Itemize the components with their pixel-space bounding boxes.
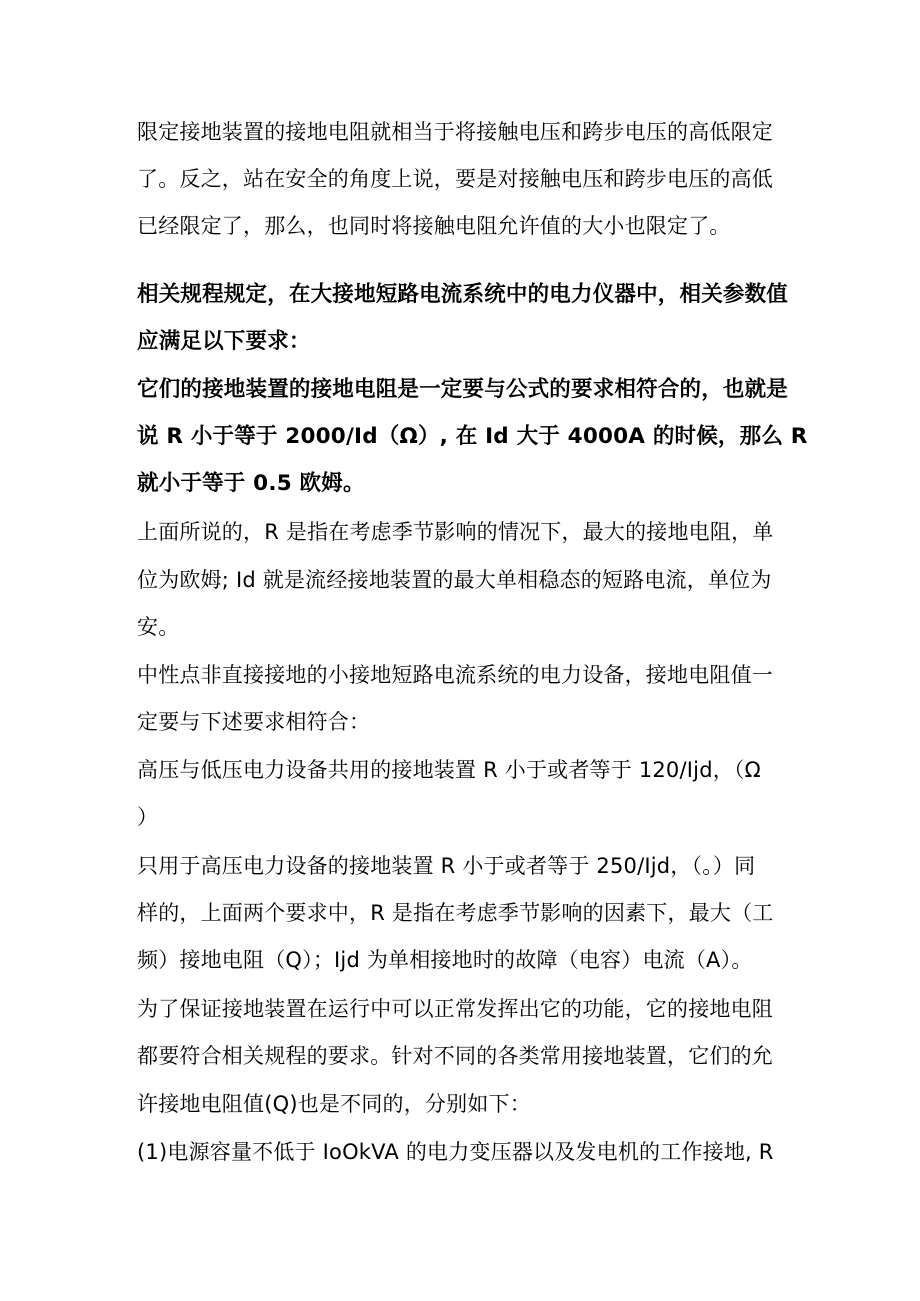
paragraph-line-4: 上面所说的，R 是指在考虑季节影响的情况下，最大的接地电阻，单 [137,520,774,544]
bold-paragraph-line-4: 说 R 小于等于 2000/Id（Ω）, 在 Id 大于 4000A 的时候，那么 R [137,424,808,449]
paragraph-line-10: ） [137,805,159,829]
paragraph-line-5: 位为欧姆; Id 就是流经接地装置的最大单相稳态的短路电流，单位为 [137,568,772,592]
paragraph-line-14: 为了保证接地装置在运行中可以正常发挥出它的功能，它的接地电阻 [137,997,773,1021]
paragraph-line-8: 定要与下述要求相符合： [137,710,371,734]
bold-paragraph-line-1: 相关规程规定，在大接地短路电流系统中的电力仪器中，相关参数值 [137,282,789,307]
paragraph-line-15: 都要符合相关规程的要求。针对不同的各类常用接地装置，它们的允 [137,1044,773,1068]
bold-paragraph-line-2: 应满足以下要求： [137,329,311,354]
paragraph-line-7: 中性点非直接接地的小接地短路电流系统的电力设备，接地电阻值一 [137,663,773,687]
paragraph-line-1: 限定接地装置的接地电阻就相当于将接触电压和跨步电压的高低限定 [137,120,773,144]
paragraph-line-12: 样的，上面两个要求中，R 是指在考虑季节影响的因素下，最大（工 [137,901,774,925]
paragraph-line-13: 频）接地电阻（Q）；Ijd 为单相接地时的故障（电容）电流（A）。 [137,948,753,972]
paragraph-line-6: 安。 [137,615,180,639]
paragraph-line-11: 只用于高压电力设备的接地装置 R 小于或者等于 250/Ijd，（。）同 [137,854,756,878]
bold-paragraph-line-3: 它们的接地装置的接地电阻是一定要与公式的要求相符合的，也就是 [137,377,789,402]
paragraph-line-17: (1)电源容量不低于 IoOkVA 的电力变压器以及发电机的工作接地, R [137,1140,774,1164]
paragraph-line-9: 高压与低压电力设备共用的接地装置 R 小于或者等于 120/Ijd，（Ω [137,758,761,782]
paragraph-line-2: 了。反之，站在安全的角度上说，要是对接触电压和跨步电压的高低 [137,167,773,191]
paragraph-line-16: 许接地电阻值(Q)也是不同的，分别如下： [137,1092,531,1116]
paragraph-line-3: 已经限定了，那么，也同时将接触电阻允许值的大小也限定了。 [137,214,731,238]
bold-paragraph-line-5: 就小于等于 0.5 欧姆。 [137,471,365,496]
